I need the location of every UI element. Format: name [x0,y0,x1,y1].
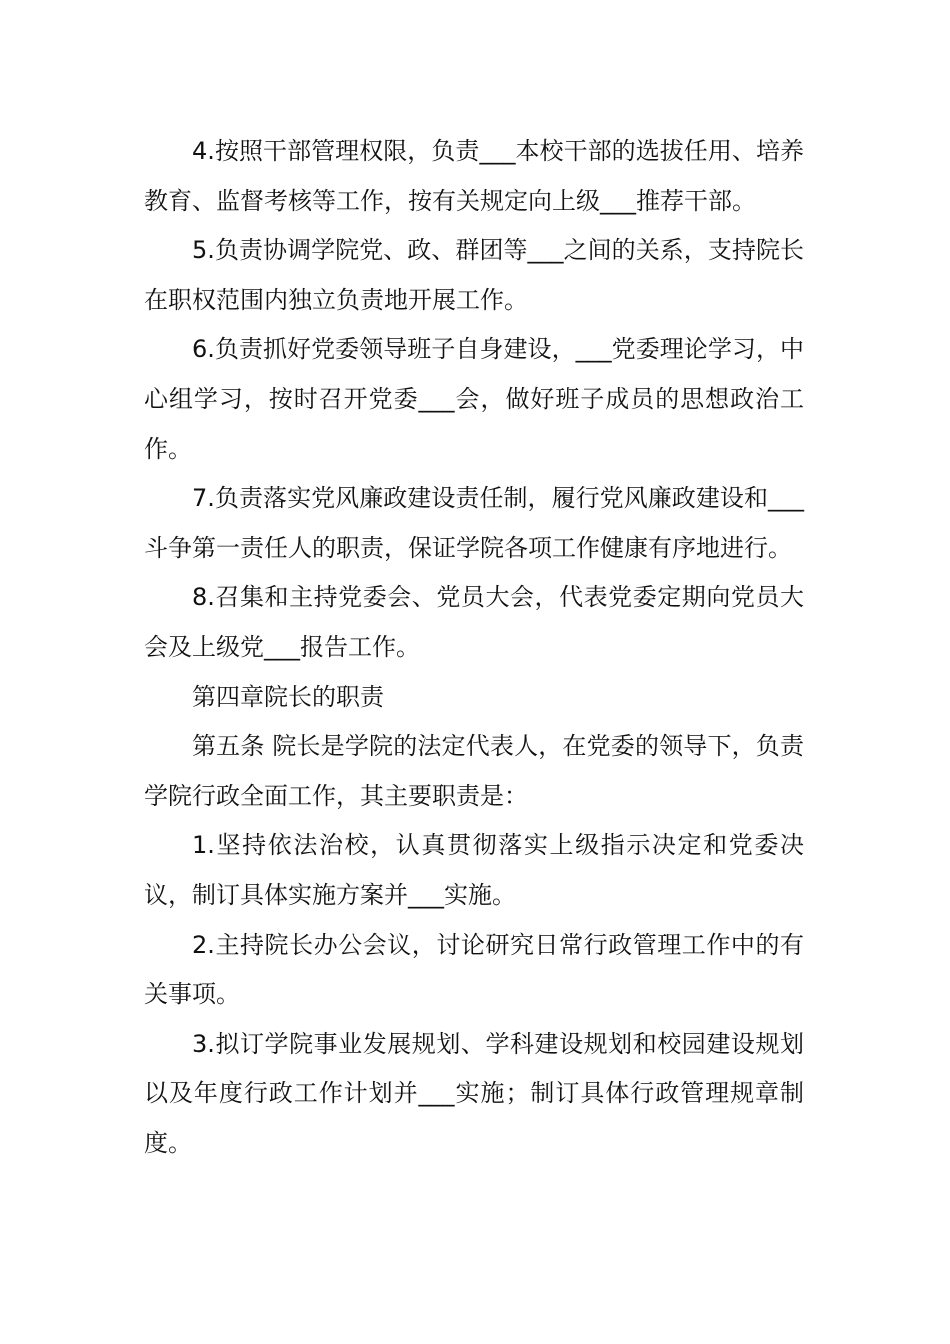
paragraph-item-6: 6.负责抓好党委领导班子自身建设，___党委理论学习，中心组学习，按时召开党委___会，做好班子成员的思想政治工作。 [144,335,804,463]
duty-item-1: 1.坚持依法治校，认真贯彻落实上级指示决定和党委决议，制订具体实施方案并___实施。 [144,831,804,909]
chapter-heading: 第四章院长的职责 [192,682,384,711]
paragraph-item-5: 5.负责协调学院党、政、群团等___之间的关系，支持院长在职权范围内独立负责地开展工作。 [144,236,804,314]
article-five: 第五条 院长是学院的法定代表人，在党委的领导下，负责学院行政全面工作，其主要职责是： [144,732,804,810]
duty-item-3: 3.拟订学院事业发展规划、学科建设规划和校园建设规划以及年度行政工作计划并___实施；制订具体行政管理规章制度。 [144,1029,804,1157]
document-body [144,127,804,1168]
paragraph-item-7: 7.负责落实党风廉政建设责任制，履行党风廉政建设和___斗争第一责任人的职责，保证学院各项工作健康有序地进行。 [144,484,804,562]
paragraph-item-4: 4.按照干部管理权限，负责___本校干部的选拔任用、培养教育、监督考核等工作，按有关规定向上级___推荐干部。 [144,137,804,215]
duty-item-2: 2.主持院长办公会议，讨论研究日常行政管理工作中的有关事项。 [144,930,804,1009]
paragraph-item-8: 8.召集和主持党委会、党员大会，代表党委定期向党员大会及上级党___报告工作。 [144,583,804,661]
